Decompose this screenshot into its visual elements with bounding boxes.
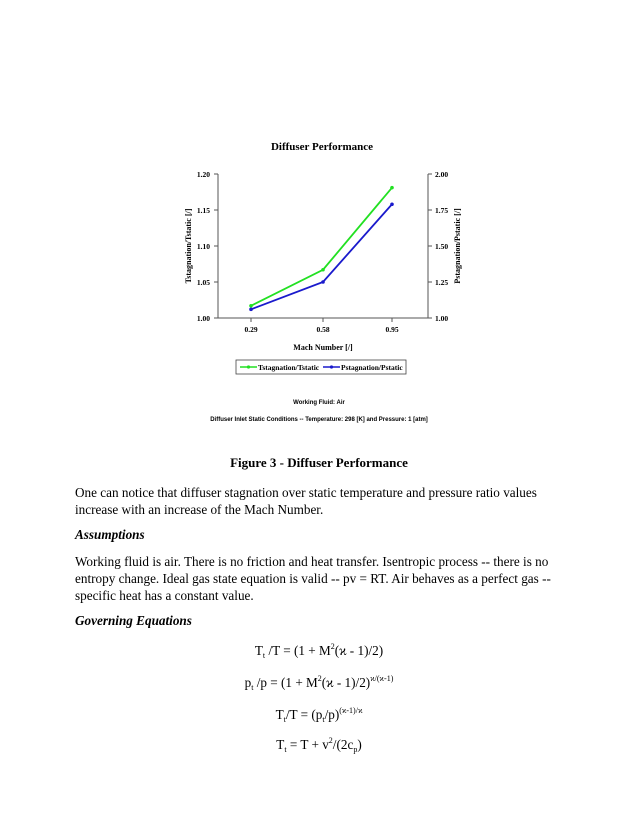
series-line-tstagnation (251, 188, 392, 306)
right-y-ticks (428, 170, 448, 323)
left-tick-label: 1.05 (196, 278, 210, 287)
data-point (249, 308, 253, 312)
left-y-axis-label: Tstagnation/Tstatic [/] (184, 208, 193, 284)
x-tick-label: 0.58 (316, 325, 330, 334)
x-tick-label: 0.29 (244, 325, 258, 334)
data-point (321, 268, 325, 272)
paragraph-assumptions: Working fluid is air. There is no friction and heat transfer. Isentropic process -- there is no entropy change. Ideal gas state equation is valid -- pv = RT. Air behaves as a perfect gas -- specific heat has a constant value. (75, 554, 551, 603)
left-tick-label: 1.10 (196, 242, 210, 251)
annotation-working-fluid: Working Fluid: Air (293, 400, 345, 406)
right-tick-label: 1.00 (435, 314, 449, 323)
left-tick-label: 1.15 (196, 206, 210, 215)
data-point (321, 280, 325, 284)
equation-stagnation-temperature: $T_t = T + v^2/(2c_p)$ (276, 736, 362, 754)
legend-marker-t (247, 365, 250, 368)
left-tick-label: 1.20 (196, 170, 210, 179)
equation-isentropic-relation: $T_t/T = (p_t/p)^{(ϰ-1)/ϰ}$ (275, 706, 363, 724)
x-ticks (244, 318, 398, 334)
legend (236, 360, 406, 374)
right-tick-label: 1.25 (435, 278, 449, 287)
series-layer (249, 186, 394, 311)
right-y-axis-label: Pstagnation/Pstatic [/] (453, 208, 462, 284)
right-tick-label: 2.00 (435, 170, 449, 179)
chart-title: Diffuser Performance (270, 141, 374, 153)
data-point (390, 186, 394, 190)
right-tick-label: 1.50 (435, 242, 449, 251)
series-line-pstagnation (251, 204, 392, 309)
legend-label-t: Tstagnation/Tstatic (258, 363, 320, 372)
equation-pressure-ratio: $p_t$ $/p = (1 + M^2(ϰ - 1)/2)^{ϰ/(ϰ-1)}$ (244, 674, 394, 692)
left-tick-label: 1.00 (196, 314, 210, 323)
data-point (249, 304, 253, 308)
heading-assumptions: Assumptions (75, 527, 145, 542)
paragraph-observation: One can notice that diffuser stagnation over static temperature and pressure ratio values increase with an increase of the Mach Number. (75, 485, 537, 517)
equation-temperature-ratio: $T_t$ $/T = (1 + M^2(ϰ - 1)/2)$ (254, 642, 384, 660)
heading-governing-equations: Governing Equations (75, 613, 192, 628)
left-y-ticks (197, 170, 218, 323)
x-tick-label: 0.95 (385, 325, 399, 334)
right-tick-label: 1.75 (435, 206, 449, 215)
data-point (390, 202, 394, 206)
annotation-inlet-conditions: Diffuser Inlet Static Conditions -- Temperature: 298 [K] and Pressure: 1 [atm] (210, 417, 428, 423)
legend-label-p: Pstagnation/Pstatic (341, 363, 403, 372)
x-axis-label: Mach Number [/] (293, 343, 353, 352)
legend-marker-p (330, 365, 333, 368)
figure-caption: Figure 3 - Diffuser Performance (230, 455, 408, 470)
